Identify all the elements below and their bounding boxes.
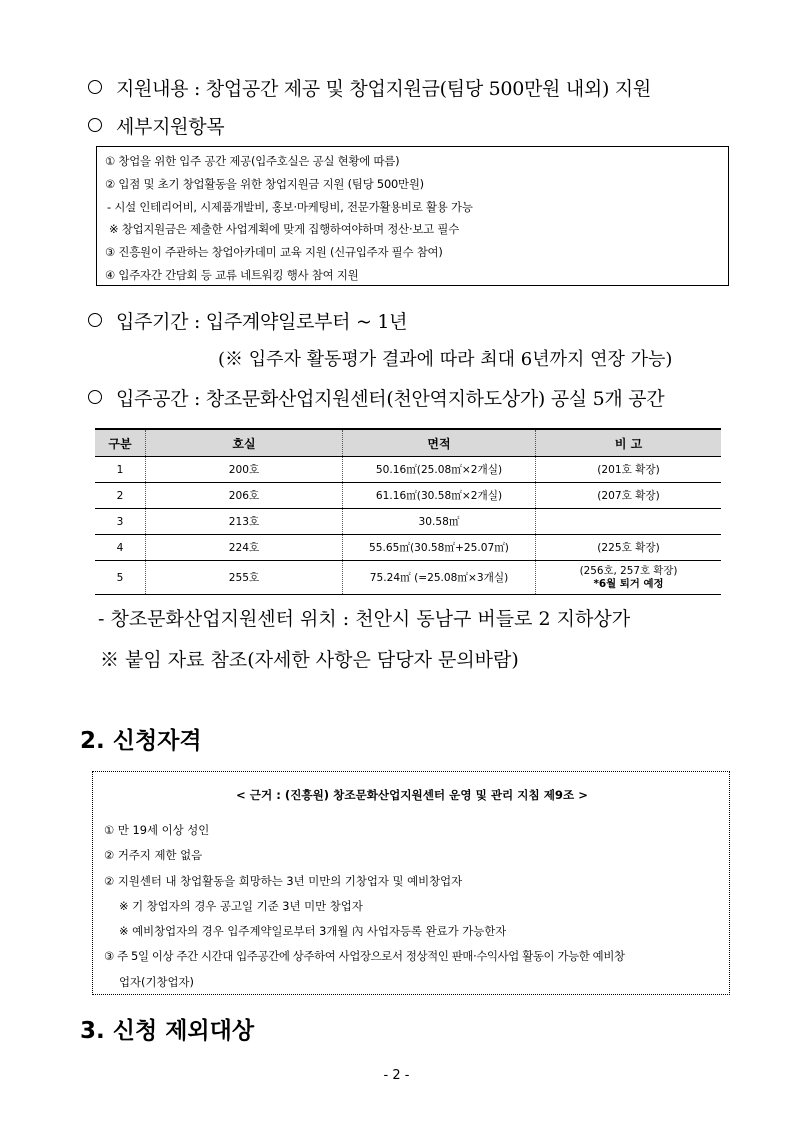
table-cell: 255호 — [146, 561, 343, 595]
detail-item: ① 창업을 위한 입주 공간 제공(입주호실은 공실 현황에 따름) — [105, 154, 400, 168]
space-text: 입주공간 : 창조문화산업지원센터(천안역지하도상가) 공실 5개 공간 — [116, 388, 665, 410]
table-cell: 1 — [95, 457, 146, 483]
table-cell — [536, 561, 722, 595]
circle-bullet-icon — [88, 118, 102, 132]
table-cell: (225호 확장) — [536, 535, 722, 561]
table-header: 비 고 — [536, 429, 722, 457]
table-row — [95, 457, 721, 483]
table-cell: 5 — [95, 561, 146, 595]
center-location: - 창조문화산업지원센터 위치 : 천안시 동남구 버들로 2 지하상가 — [98, 608, 631, 630]
table-cell: 213호 — [146, 509, 343, 535]
eligibility-box — [92, 771, 730, 995]
table-cell: 2 — [95, 483, 146, 509]
period-note: (※ 입주자 활동평가 결과에 따라 최대 6년까지 연장 가능) — [218, 349, 673, 370]
table-row — [95, 561, 721, 595]
eligibility-item: 업자(기창업자) — [119, 974, 194, 989]
eligibility-item: ※ 기 창업자의 경우 공고일 기준 3년 미만 창업자 — [119, 898, 363, 913]
eligibility-item: ① 만 19세 이상 성인 — [104, 823, 210, 837]
table-cell: 4 — [95, 535, 146, 561]
table-cell: 30.58㎡ — [343, 509, 536, 535]
table-cell: (201호 확장) — [536, 457, 722, 483]
table-cell: 200호 — [146, 457, 343, 483]
period-line — [88, 307, 407, 334]
circle-bullet-icon — [88, 390, 102, 404]
detail-item: ② 입점 및 초기 창업활동을 위한 창업지원금 지원 (팀당 500만원) — [105, 176, 424, 191]
remark-text: (256호, 257호 확장) — [579, 564, 678, 577]
space-line — [88, 384, 664, 411]
eligibility-list — [104, 818, 625, 995]
detail-item: ③ 진흥원이 주관하는 창업아카데미 교육 지원 (신규입주자 필수 참여) — [105, 245, 443, 260]
table-cell — [536, 509, 722, 535]
table-cell: 55.65㎡(30.58㎡+25.07㎡) — [343, 535, 536, 561]
attachment-note: ※ 붙임 자료 참조(자세한 사항은 담당자 문의바람) — [100, 649, 519, 671]
table-header: 호실 — [146, 429, 343, 457]
table-cell: 61.16㎡(30.58㎡×2개실) — [343, 483, 536, 509]
table-header: 면적 — [343, 429, 536, 457]
table-row — [95, 535, 721, 561]
support-detail-text: 세부지원항목 — [116, 116, 225, 138]
circle-bullet-icon — [88, 313, 102, 327]
page-number: - 2 - — [383, 1068, 410, 1083]
section-title: 3. 신청 제외대상 — [80, 1018, 255, 1044]
eligibility-item: ③ 주 5일 이상 주간 시간대 입주공간에 상주하여 사업장으로서 정상적인 판매·수익사업 활동이 가능한 예비창 — [104, 949, 625, 964]
table-header: 구분 — [95, 429, 146, 457]
table-cell: 75.24㎡ (=25.08㎡×3개실) — [343, 561, 536, 595]
eligibility-basis: < 근거 : (진흥원) 창조문화산업지원센터 운영 및 관리 지침 제9조 > — [236, 788, 588, 802]
section-title: 2. 신청자격 — [80, 728, 202, 754]
circle-bullet-icon — [88, 80, 102, 94]
table-cell: 3 — [95, 509, 146, 535]
table-row — [95, 509, 721, 535]
table-header-row — [95, 429, 721, 457]
support-content-text: 지원내용 : 창업공간 제공 및 창업지원금(팀당 500만원 내외) 지원 — [116, 78, 651, 100]
detail-item: - 시설 인테리어비, 시제품개발비, 홍보·마케팅비, 전문가활용비로 활용 가능 — [107, 199, 473, 214]
eligibility-item: ※ 예비창업자의 경우 입주계약일로부터 3개월 內 사업자등록 완료가 가능한자 — [119, 924, 507, 939]
table-row — [95, 483, 721, 509]
support-content-line — [88, 74, 651, 101]
support-detail-box — [96, 146, 729, 286]
table-cell: (207호 확장) — [536, 483, 722, 509]
table-cell: 50.16㎡(25.08㎡×2개실) — [343, 457, 536, 483]
eligibility-item: ② 지원센터 내 창업활동을 희망하는 3년 미만의 기창업자 및 예비창업자 — [104, 873, 463, 888]
table-cell: 224호 — [146, 535, 343, 561]
space-table — [95, 428, 721, 595]
detail-item: ④ 입주자간 간담회 등 교류 네트워킹 행사 참여 지원 — [105, 267, 359, 282]
eligibility-item: ② 거주지 제한 없음 — [104, 848, 203, 863]
table-cell: 206호 — [146, 483, 343, 509]
vacate-note: *6월 퇴거 예정 — [593, 577, 664, 590]
detail-item: ※ 창업지원금은 제출한 사업계획에 맞게 집행하여야하며 정산·보고 필수 — [109, 222, 460, 237]
support-detail-heading — [88, 112, 224, 139]
period-text: 입주기간 : 입주계약일로부터 ~ 1년 — [116, 311, 408, 333]
